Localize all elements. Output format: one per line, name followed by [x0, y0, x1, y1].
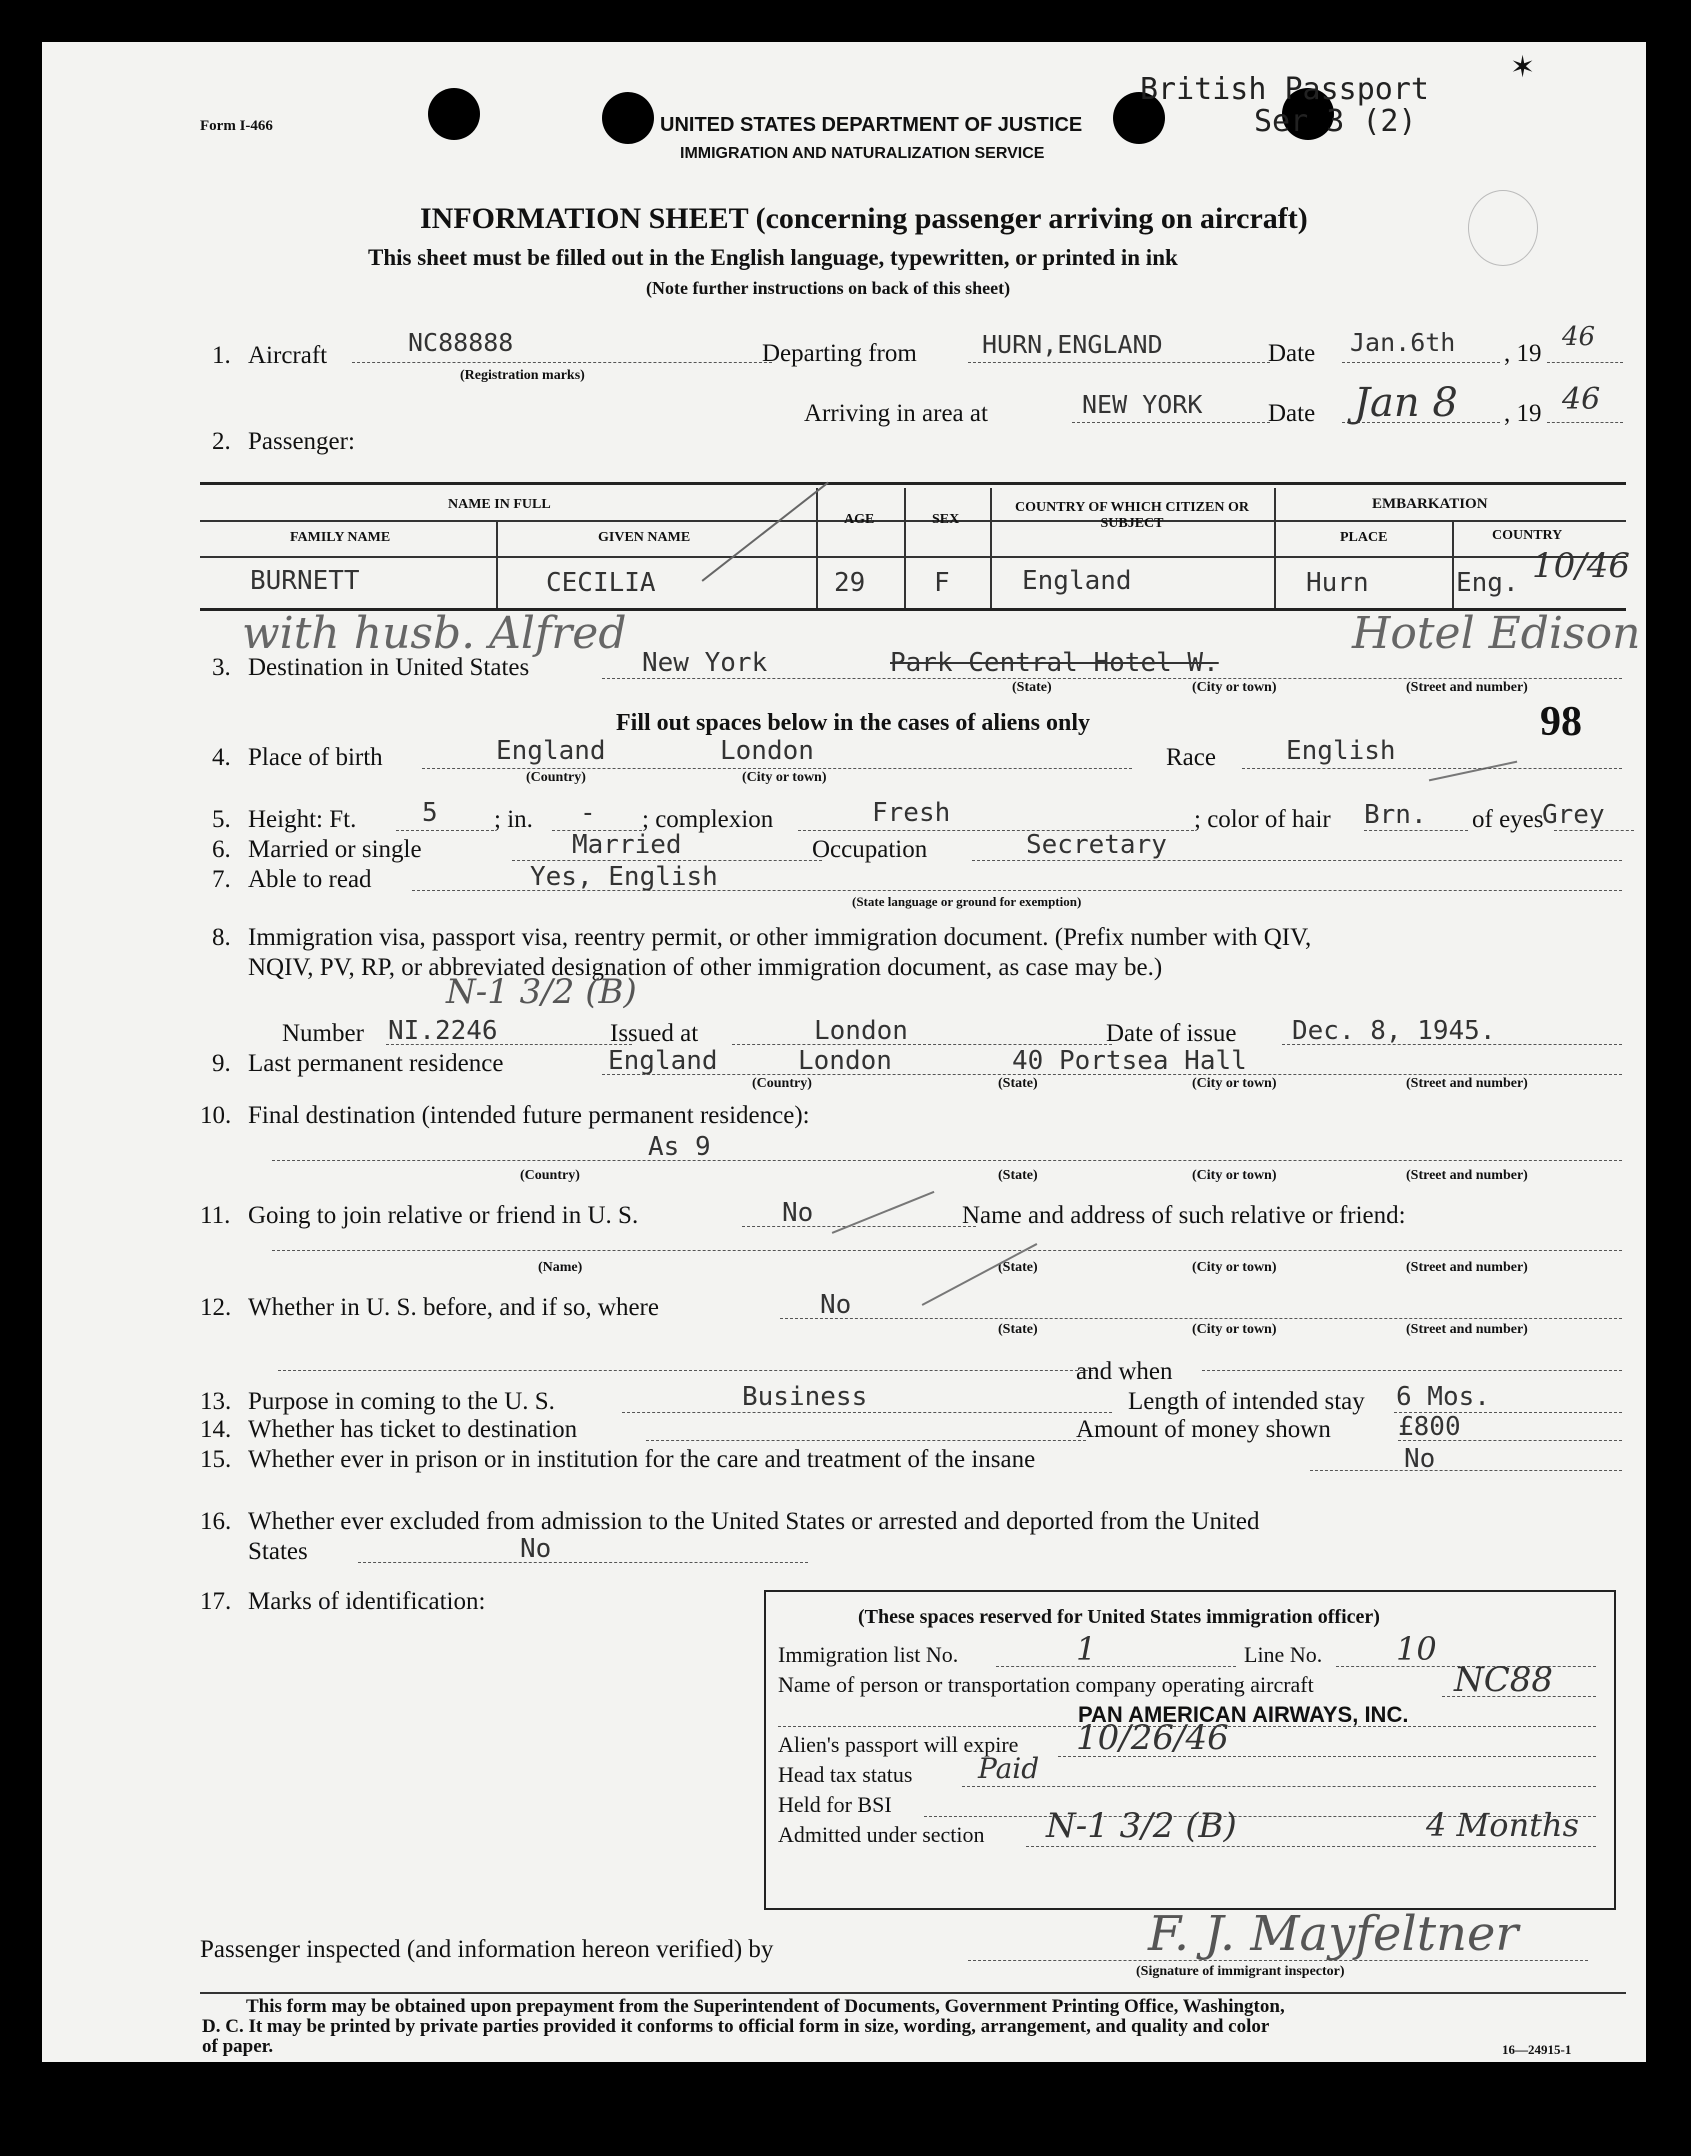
city-caption: (City or town) [1192, 1076, 1277, 1091]
join-relative-label: Going to join relative or friend in U. S. [248, 1202, 639, 1229]
height-inches: - [580, 798, 596, 828]
citizen-value: England [1022, 566, 1132, 596]
embark-place-value: Hurn [1306, 568, 1369, 598]
birthplace-label: Place of birth [248, 744, 383, 771]
line-number-value: 10 [1396, 1630, 1437, 1668]
admitted-value: N-1 3/2 (B) [1046, 1806, 1237, 1846]
street-caption: (Street and number) [1406, 1168, 1528, 1183]
eyes-value: Grey [1542, 800, 1605, 830]
service-name: IMMIGRATION AND NATURALIZATION SERVICE [680, 145, 1045, 162]
aircraft-label: Aircraft [248, 342, 328, 369]
arriving-label: Arriving in area at [804, 400, 988, 427]
name-caption: (Name) [538, 1260, 583, 1275]
departure-date: Jan.6th [1350, 328, 1456, 357]
identification-label: Marks of identification: [248, 1588, 486, 1615]
inspected-label: Passenger inspected (and information hereon verified) by [200, 1936, 774, 1963]
hair-label: ; color of hair [1194, 806, 1331, 833]
citizen-header: COUNTRY OF WHICH CITIZEN OR SUBJECT [1015, 500, 1249, 531]
inches-label: ; in. [494, 806, 533, 833]
signature-caption: (Signature of immigrant inspector) [1136, 1964, 1345, 1979]
passenger-label: Passenger: [248, 428, 355, 455]
height-feet: 5 [422, 798, 438, 828]
place-header: PLACE [1340, 530, 1388, 545]
occupation-value: Secretary [1026, 830, 1167, 860]
marital-label: Married or single [248, 836, 422, 863]
street-caption: (Street and number) [1406, 1322, 1528, 1337]
street-caption: (Street and number) [1406, 680, 1528, 695]
registration-caption: (Registration marks) [460, 368, 585, 383]
residence-label: Last permanent residence [248, 1050, 504, 1077]
operator-stamp: PAN AMERICAN AIRWAYS, INC. [1078, 1702, 1409, 1727]
birth-city: London [720, 736, 814, 766]
destination-city: Park Central Hotel W. [890, 648, 1219, 678]
tax-label: Head tax status [778, 1762, 913, 1787]
country-caption: (Country) [752, 1076, 812, 1091]
hair-value: Brn. [1364, 800, 1427, 830]
stay-value: 6 Mos. [1396, 1382, 1490, 1412]
city-caption: (City or town) [1192, 1260, 1277, 1275]
street-caption: (Street and number) [1406, 1260, 1528, 1275]
item-number: 17. [200, 1588, 232, 1615]
form-number: Form I-466 [200, 118, 273, 134]
item-number: 9. [212, 1050, 231, 1077]
ticket-label: Whether has ticket to destination [248, 1416, 578, 1443]
sex-header: SEX [932, 512, 960, 527]
country-header: COUNTRY [1492, 528, 1563, 543]
punch-hole [428, 88, 480, 140]
join-relative-value: No [782, 1198, 814, 1228]
arriving-value: NEW YORK [1082, 390, 1203, 419]
pencil-slash-mark [702, 482, 829, 582]
date-label: Date [1268, 340, 1316, 367]
given-name-header: GIVEN NAME [598, 530, 691, 545]
document-handwritten: N-1 3/2 (B) [446, 972, 637, 1012]
item-number: 13. [200, 1388, 232, 1415]
state-caption: (State) [998, 1260, 1038, 1275]
name-in-full-header: NAME IN FULL [448, 497, 551, 512]
complexion-label: ; complexion [642, 806, 774, 833]
embark-country-value: Eng. [1456, 568, 1519, 598]
item-number: 4. [212, 744, 231, 771]
city-caption: (City or town) [742, 770, 827, 785]
item-number: 14. [200, 1416, 232, 1443]
arrival-year: 46 [1562, 382, 1601, 417]
passport-stamp-line1: British Passport [1140, 72, 1429, 107]
residence-street: 40 Portsea Hall [1012, 1046, 1247, 1076]
issue-date-label: Date of issue [1106, 1020, 1237, 1047]
purpose-label: Purpose in coming to the U. S. [248, 1388, 555, 1415]
street-caption: (Street and number) [1406, 1076, 1528, 1091]
item-number: 6. [212, 836, 231, 863]
departing-value: HURN,ENGLAND [982, 330, 1163, 359]
year-prefix: , 19 [1504, 340, 1542, 367]
city-caption: (City or town) [1192, 1322, 1277, 1337]
final-destination-label: Final destination (intended future permanent residence): [248, 1102, 810, 1129]
birth-country: England [496, 736, 606, 766]
passport-stamp-line2: Ser 3 (2) [1254, 104, 1417, 139]
departing-label: Departing from [762, 340, 917, 367]
pencil-slash-mark [832, 1191, 935, 1234]
item-number: 10. [200, 1102, 232, 1129]
item-number: 3. [212, 654, 231, 681]
prison-label: Whether ever in prison or in institution for the care and treatment of the insane [248, 1446, 1036, 1473]
aliens-only-heading: Fill out spaces below in the cases of aliens only [616, 710, 1091, 736]
excluded-line1: Whether ever excluded from admission to the United States or arrested and deported from the United [248, 1508, 1260, 1535]
race-label: Race [1166, 744, 1216, 771]
destination-label: Destination in United States [248, 654, 530, 681]
footer-code: 16—24915-1 [1502, 2042, 1572, 2057]
item-number: 1. [212, 342, 231, 369]
state-caption: (State) [998, 1322, 1038, 1337]
in-us-before-label: Whether in U. S. before, and if so, where [248, 1294, 659, 1321]
item-number: 7. [212, 866, 231, 893]
document-line1: Immigration visa, passport visa, reentry permit, or other immigration document. (Prefix number with QIV, [248, 924, 1312, 951]
state-caption: (State) [998, 1076, 1038, 1091]
list-number-value: 1 [1076, 1630, 1097, 1668]
stay-label: Length of intended stay [1128, 1388, 1365, 1415]
expire-label: Alien's passport will expire [778, 1732, 1019, 1757]
occupation-label: Occupation [812, 836, 928, 863]
money-value: £800 [1398, 1412, 1461, 1442]
state-caption: (State) [998, 1168, 1038, 1183]
arrival-date: Jan 8 [1354, 380, 1458, 426]
item-number: 11. [200, 1202, 231, 1229]
item-number: 15. [200, 1446, 232, 1473]
doc-number-value: NI.2246 [388, 1016, 498, 1046]
stamp-98: 98 [1540, 699, 1582, 745]
doc-number-label: Number [282, 1020, 364, 1047]
read-caption: (State language or ground for exemption) [852, 894, 1082, 909]
departure-year: 46 [1562, 322, 1596, 352]
form-page [42, 42, 1646, 2062]
bsi-label: Held for BSI [778, 1792, 892, 1817]
family-name-header: FAMILY NAME [290, 530, 391, 545]
in-us-before-value: No [820, 1290, 852, 1320]
item-number: 16. [200, 1508, 232, 1535]
embark-handwritten-note: 10/46 [1532, 546, 1630, 586]
read-value: Yes, English [530, 862, 718, 892]
excluded-line2: States [248, 1538, 308, 1565]
issued-value: London [814, 1016, 908, 1046]
inspector-signature: F. J. Mayfeltner [1148, 1906, 1519, 1962]
given-name-value: CECILIA [546, 568, 656, 598]
country-caption: (Country) [520, 1168, 580, 1183]
final-destination-value: As 9 [648, 1132, 711, 1162]
list-number-label: Immigration list No. [778, 1642, 959, 1667]
item-number: 12. [200, 1294, 232, 1321]
officer-box [764, 1590, 1616, 1910]
operator-label: Name of person or transportation company operating aircraft [778, 1672, 1314, 1697]
complexion-value: Fresh [872, 798, 951, 828]
city-caption: (City or town) [1192, 1168, 1277, 1183]
destination-handwritten: Hotel Edison [1352, 608, 1641, 659]
race-value: English [1286, 736, 1396, 766]
department-name: UNITED STATES DEPARTMENT OF JUSTICE [660, 114, 1083, 136]
form-title: INFORMATION SHEET (concerning passenger arriving on aircraft) [420, 202, 1308, 235]
expire-value: 10/26/46 [1076, 1718, 1229, 1758]
footer-line2: D. C. It may be printed by private parties provided it conforms to official form in size, wording, arrangement, and quality and color [202, 2016, 1270, 2037]
item-number: 8. [212, 924, 231, 951]
age-header: AGE [844, 512, 875, 527]
destination-state: New York [642, 648, 768, 678]
line-number-label: Line No. [1244, 1642, 1323, 1667]
admitted-label: Admitted under section [778, 1822, 985, 1847]
husband-handwritten-note: with husb. Alfred [242, 608, 627, 659]
officer-heading: (These spaces reserved for United States immigration officer) [858, 1606, 1380, 1628]
form-subtitle: This sheet must be filled out in the English language, typewritten, or printed in ink [368, 245, 1178, 270]
sex-value: F [934, 568, 950, 598]
prison-value: No [1404, 1444, 1436, 1474]
height-label: Height: Ft. [248, 806, 357, 833]
pencil-dash-mark [1429, 761, 1517, 781]
purpose-value: Business [742, 1382, 868, 1412]
footer-line1: This form may be obtained upon prepayment from the Superintendent of Documents, Government Printing Office, Washington, [246, 1996, 1285, 2017]
excluded-value: No [520, 1534, 552, 1564]
stamp-circle-mark [1468, 190, 1538, 266]
operator-handwritten: NC88 [1454, 1660, 1554, 1700]
city-caption: (City or town) [1192, 680, 1277, 695]
family-name-value: BURNETT [250, 566, 360, 596]
footer-line3: of paper. [202, 2036, 274, 2057]
country-caption: (Country) [526, 770, 586, 785]
money-label: Amount of money shown [1076, 1416, 1331, 1443]
form-note: (Note further instructions on back of this sheet) [646, 278, 1011, 298]
item-number: 2. [212, 428, 231, 455]
residence-country: England [608, 1046, 718, 1076]
admitted-extra: 4 Months [1426, 1806, 1580, 1844]
punch-hole [602, 92, 654, 144]
residence-city: London [798, 1046, 892, 1076]
corner-mark-icon: ✶ [1510, 51, 1536, 84]
arrival-date-label: Date [1268, 400, 1316, 427]
relative-address-label: Name and address of such relative or friend: [962, 1202, 1406, 1229]
embarkation-header: EMBARKATION [1372, 496, 1488, 512]
and-when-label: and when [1076, 1358, 1173, 1385]
year-prefix: , 19 [1504, 400, 1542, 427]
marital-value: Married [572, 830, 682, 860]
issue-date-value: Dec. 8, 1945. [1292, 1016, 1496, 1046]
aircraft-registration: NC88888 [408, 328, 514, 357]
document-line2: NQIV, PV, RP, or abbreviated designation of other immigration document, as case may be.) [248, 954, 1163, 981]
age-value: 29 [834, 568, 866, 598]
tax-value: Paid [978, 1752, 1040, 1785]
eyes-label: of eyes [1472, 806, 1544, 833]
item-number: 5. [212, 806, 231, 833]
state-caption: (State) [1012, 680, 1052, 695]
issued-label: Issued at [610, 1020, 699, 1047]
read-label: Able to read [248, 866, 372, 893]
